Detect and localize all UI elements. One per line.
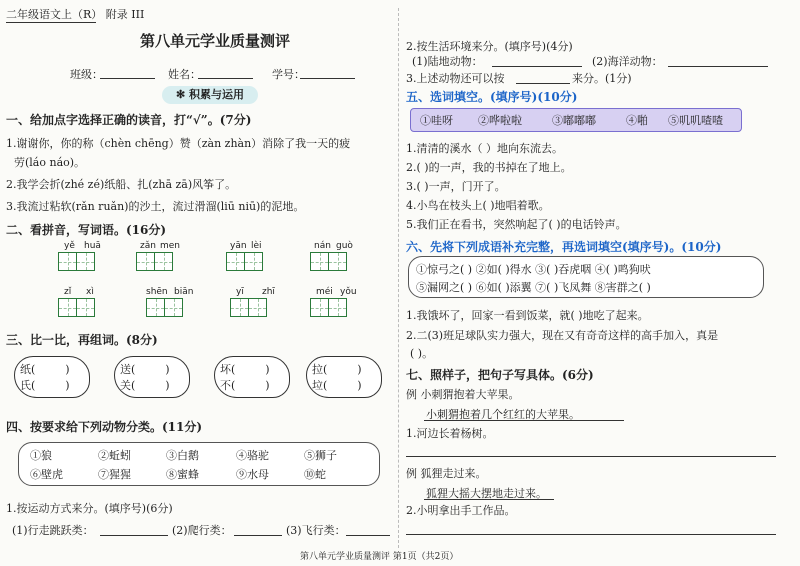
name-label: 姓名：	[168, 68, 201, 81]
animal: ⑧蜜蜂	[166, 468, 199, 481]
example-2-answer: 狐狸大摇大摆地走过来。	[426, 487, 547, 500]
animal: ⑨水母	[236, 468, 269, 481]
s4-q1b: (2)爬行类：	[172, 524, 232, 537]
pinyin: méi	[316, 287, 333, 297]
pair-top: 拉( )	[312, 363, 362, 376]
flower-icon: ✻	[175, 88, 190, 101]
animal: ⑥壁虎	[30, 468, 63, 481]
r-q3b: 来分。(1分)	[572, 72, 632, 85]
answer-line[interactable]	[668, 66, 768, 67]
pair-top: 坏( )	[220, 363, 270, 376]
pair-bottom: 垃( )	[312, 379, 362, 392]
s7-q1: 1.河边长着杨树。	[406, 427, 494, 440]
answer-line[interactable]	[516, 83, 570, 84]
animal: ⑩蛇	[304, 468, 326, 481]
pinyin: biān	[174, 287, 194, 297]
s5-q5: 5.我们正在看书，突然响起了( )的电话铃声。	[406, 218, 627, 231]
pair-top: 纸( )	[20, 363, 70, 376]
s6-heading: 六、先将下列成语补充完整，再选词填空(填序号)。(10分)	[406, 240, 722, 254]
pinyin: yǒu	[340, 287, 357, 297]
char-grid[interactable]	[146, 298, 183, 317]
s1-q3: 3.我流过粘软(rǎn ruǎn)的沙土，流过滑溜(liū niū)的泥地。	[6, 200, 305, 213]
pinyin: huā	[84, 241, 101, 251]
word-choice: ①哇呀	[420, 114, 453, 127]
char-grid[interactable]	[58, 252, 95, 271]
id-label: 学号：	[272, 68, 305, 81]
pinyin: yě	[64, 241, 75, 251]
pinyin: shēn	[146, 287, 168, 297]
s7-q2: 2.小明拿出手工作品。	[406, 504, 516, 517]
answer-line[interactable]	[406, 456, 776, 457]
column-divider	[398, 8, 399, 548]
animal: ②蚯蚓	[98, 449, 131, 462]
idioms-row-1: ①惊弓之( ) ②如( )得水 ③( )吞虎咽 ④( )鸣狗吠	[416, 263, 651, 276]
animal: ④骆驼	[236, 449, 269, 462]
char-grid[interactable]	[58, 298, 95, 317]
s5-q1: 1.清清的溪水（ ）地向东流去。	[406, 142, 563, 155]
word-choice: ⑤叽叽喳喳	[668, 114, 723, 127]
pinyin: yān	[230, 241, 247, 251]
answer-line[interactable]	[492, 66, 582, 67]
pinyin: nán	[314, 241, 331, 251]
s5-q2: 2.( )的一声，我的书掉在了地上。	[406, 161, 572, 174]
s4-q1: 1.按运动方式来分。(填序号)(6分)	[6, 502, 173, 515]
pinyin: lèi	[251, 241, 262, 251]
example-1: 例 小刺猬抱着大苹果。	[406, 388, 520, 401]
s6-q1: 1.我饿坏了，回家一看到饭菜，就( )地吃了起来。	[406, 309, 649, 322]
s4-heading: 四、按要求给下列动物分类。(11分)	[6, 420, 203, 434]
r-q2b: (2)海洋动物：	[592, 55, 663, 68]
pinyin: zǎn	[140, 241, 156, 251]
char-grid[interactable]	[226, 252, 263, 271]
example-1-answer: 小刺猬抱着几个红红的大苹果。	[426, 408, 580, 421]
s5-heading: 五、选词填空。(填序号)(10分)	[406, 90, 578, 104]
example-underline	[424, 420, 624, 421]
char-grid[interactable]	[230, 298, 267, 317]
answer-line[interactable]	[234, 535, 282, 536]
page-title: 第八单元学业质量测评	[140, 32, 291, 50]
class-field[interactable]	[100, 78, 155, 79]
example-underline	[424, 499, 554, 500]
word-choice: ④啪	[626, 114, 648, 127]
pair-top: 送( )	[120, 363, 170, 376]
s4-q1a: (1)行走跳跃类：	[12, 524, 94, 537]
r-q3: 3.上述动物还可以按	[406, 72, 505, 85]
animal: ⑦猩猩	[98, 468, 131, 481]
word-choice: ②哗啦啦	[478, 114, 522, 127]
section-tag-label: 积累与运用	[189, 88, 245, 101]
s7-heading: 七、照样子，把句子写具体。(6分)	[406, 368, 594, 382]
header-rule	[6, 22, 96, 23]
r-q2: 2.按生活环境来分。(填序号)(4分)	[406, 40, 573, 53]
class-label: 班级：	[70, 68, 103, 81]
s1-heading: 一、给加点字选择正确的读音，打“√”。(7分)	[6, 113, 252, 127]
name-field[interactable]	[198, 78, 253, 79]
pinyin: guò	[336, 241, 353, 251]
animal: ①狼	[30, 449, 52, 462]
pair-bottom: 不( )	[220, 379, 270, 392]
r-q2a: (1)陆地动物：	[412, 55, 483, 68]
s5-q3: 3.( )一声，门开了。	[406, 180, 506, 193]
pinyin: zǐ	[64, 287, 72, 297]
answer-line[interactable]	[346, 535, 390, 536]
page-footer: 第八单元学业质量测评 第1页（共2页）	[300, 552, 459, 562]
char-grid[interactable]	[136, 252, 173, 271]
s4-q1c: (3)飞行类：	[286, 524, 346, 537]
section-tag	[162, 86, 258, 104]
pinyin: zhī	[262, 287, 275, 297]
answer-line[interactable]	[406, 534, 776, 535]
animal: ③白鹅	[166, 449, 199, 462]
s1-q2: 2.我学会折(zhé zé)纸船、扎(zhā zā)风筝了。	[6, 178, 237, 191]
id-field[interactable]	[300, 78, 355, 79]
idioms-row-2: ⑤漏网之( ) ⑥如( )添翼 ⑦( )飞凤舞 ⑧害群之( )	[416, 281, 651, 294]
s2-heading: 二、看拼音，写词语。(16分)	[6, 223, 167, 237]
char-grid[interactable]	[310, 298, 347, 317]
s3-heading: 三、比一比，再组词。(8分)	[6, 333, 158, 347]
word-choice: ③嘟嘟嘟	[552, 114, 596, 127]
char-grid[interactable]	[310, 252, 347, 271]
s1-q1b: 劳(láo náo)。	[14, 156, 86, 169]
example-2: 例 狐狸走过来。	[406, 467, 487, 480]
animal: ⑤狮子	[304, 449, 337, 462]
s5-q4: 4.小鸟在枝头上( )地唱着歌。	[406, 199, 550, 212]
s1-q1: 1.谢谢你，你的称（chèn chēng）赞（zàn zhàn）消除了我一天的疲	[6, 137, 351, 150]
s6-q2b: ( )。	[410, 347, 434, 360]
header-left: 二年级语文上（R） 附录 III	[6, 8, 145, 21]
answer-line[interactable]	[100, 535, 168, 536]
pair-bottom: 关( )	[120, 379, 170, 392]
s6-q2: 2.二(3)班足球队实力强大，现在又有奇奇这样的高手加入，真是	[406, 329, 719, 342]
pair-bottom: 氏( )	[20, 379, 70, 392]
pinyin: yī	[236, 287, 244, 297]
pinyin: xì	[86, 287, 94, 297]
pinyin: men	[160, 241, 181, 251]
